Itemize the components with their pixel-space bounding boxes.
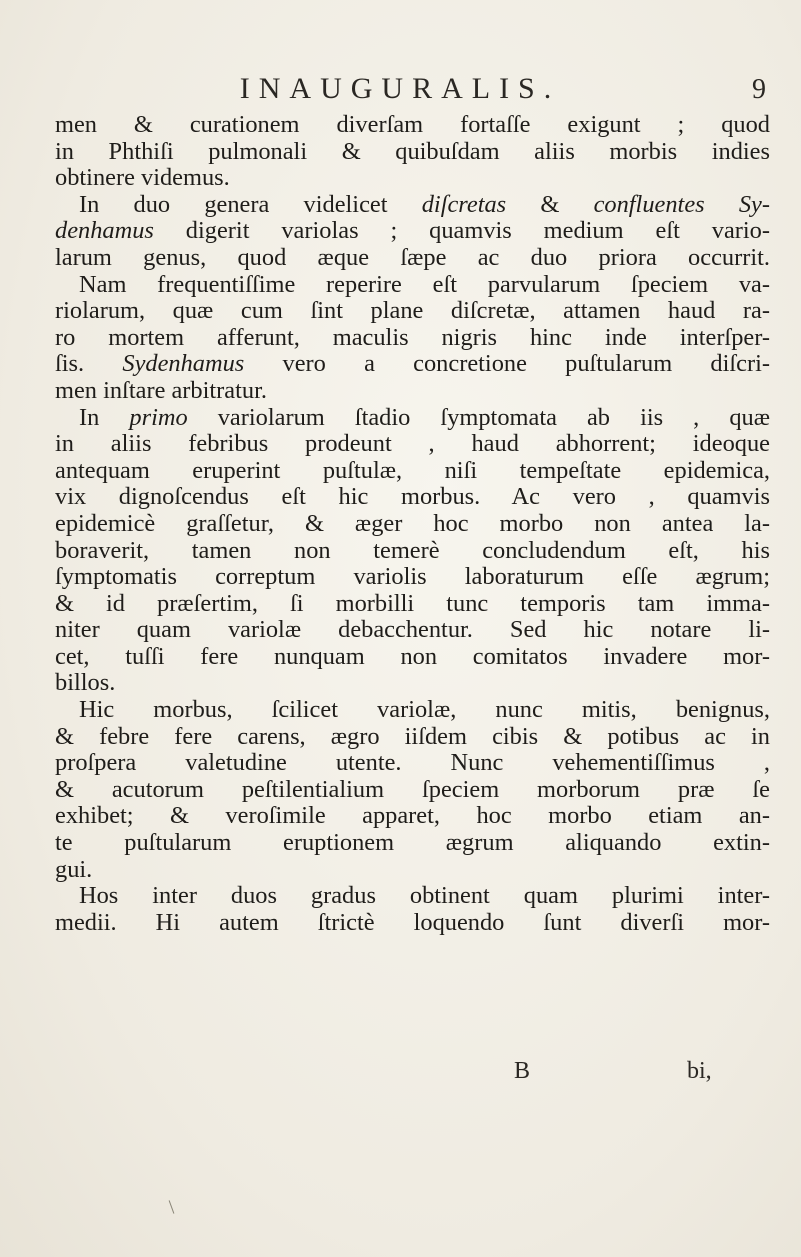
body-text bbox=[55, 112, 770, 936]
text-line: cet, tuſſi fere nunquam non comitatos invadere mor- bbox=[55, 642, 770, 670]
text-line: exhibet; & veroſimile apparet, hoc morbo etiam an- bbox=[55, 802, 770, 830]
italic-name: primo bbox=[129, 403, 188, 431]
text-line: & id præſertim, ſi morbilli tunc temporis tam imma- bbox=[55, 589, 770, 617]
text-line: obtinere videmus. bbox=[55, 164, 230, 192]
signature-mark: B bbox=[514, 1058, 531, 1084]
text-line: in aliis febribus prodeunt , haud abhorrent; ideoque bbox=[55, 430, 770, 458]
text-run: ſis. bbox=[55, 350, 123, 378]
text-run: digerit variolas ; quamvis medium eſt vario- bbox=[153, 217, 770, 245]
text-line: in Phthiſi pulmonali & quibuſdam aliis morbis indies bbox=[55, 137, 770, 165]
text-line: larum genus, quod æque ſæpe ac duo priora occurrit. bbox=[55, 243, 770, 271]
text-run: vero a concretione puſtularum diſcri- bbox=[244, 350, 770, 378]
text-line: boraverit, tamen non temerè concludendum eſt, his bbox=[55, 536, 770, 564]
italic-name: Sydenhamus bbox=[122, 350, 245, 378]
text-line bbox=[55, 192, 770, 219]
catchword: bi, bbox=[687, 1058, 712, 1084]
text-line: proſpera valetudine utente. Nunc vehementiſſimus , bbox=[55, 749, 770, 777]
text-line: Hos inter duos gradus obtinent quam plurimi inter- bbox=[79, 882, 770, 910]
text-line: men inſtare arbitratur. bbox=[55, 376, 267, 404]
text-line: & acutorum peſtilentialium ſpeciem morborum præ ſe bbox=[55, 775, 770, 803]
italic-name: denhamus bbox=[55, 217, 154, 245]
text-run: & bbox=[506, 190, 594, 218]
text-line: niter quam variolæ debacchentur. Sed hic notare li- bbox=[55, 616, 770, 644]
text-line: Nam frequentiſſime reperire eſt parvularum ſpeciem va- bbox=[79, 270, 770, 298]
text-line: epidemicè graſſetur, & æger hoc morbo non antea la- bbox=[55, 509, 770, 537]
text-line: te puſtularum eruptionem ægrum aliquando extin- bbox=[55, 829, 770, 857]
text-line: medii. Hi autem ſtrictè loquendo ſunt diverſi mor- bbox=[55, 908, 770, 936]
text-line: riolarum, quæ cum ſint plane diſcretæ, attamen haud ra- bbox=[55, 297, 770, 325]
paper-blemish bbox=[169, 1200, 175, 1213]
page-corner-mark: 9 bbox=[752, 74, 766, 105]
running-title: INAUGURALIS. bbox=[239, 72, 561, 105]
italic-name: diſcretas bbox=[421, 190, 507, 218]
text-line: billos. bbox=[55, 669, 116, 697]
text-run: variolarum ſtadio ſymptomata ab iis , quæ bbox=[187, 403, 770, 431]
text-line bbox=[55, 351, 770, 378]
page-footer bbox=[0, 1058, 801, 1088]
text-run: In bbox=[79, 403, 130, 431]
italic-name: confluentes Sy- bbox=[593, 190, 770, 218]
text-line bbox=[55, 218, 770, 245]
text-run: In duo genera videlicet bbox=[79, 190, 422, 218]
text-line: gui. bbox=[55, 855, 93, 883]
text-line: men & curationem diverſam fortaſſe exigunt ; quod bbox=[55, 111, 770, 138]
text-line: Hic morbus, ſcilicet variolæ, nunc mitis, benignus, bbox=[79, 696, 770, 724]
text-line bbox=[55, 405, 770, 432]
text-line: & febre fere carens, ægro iiſdem cibis & potibus ac in bbox=[55, 722, 770, 750]
text-line: vix dignoſcendus eſt hic morbus. Ac vero , quamvis bbox=[55, 483, 770, 511]
text-line: ſymptomatis correptum variolis laboraturum eſſe ægrum; bbox=[55, 563, 770, 591]
text-line: ro mortem afferunt, maculis nigris hinc inde interſper- bbox=[55, 323, 770, 351]
text-line: antequam eruperint puſtulæ, niſi tempeſtate epidemica, bbox=[55, 456, 770, 484]
